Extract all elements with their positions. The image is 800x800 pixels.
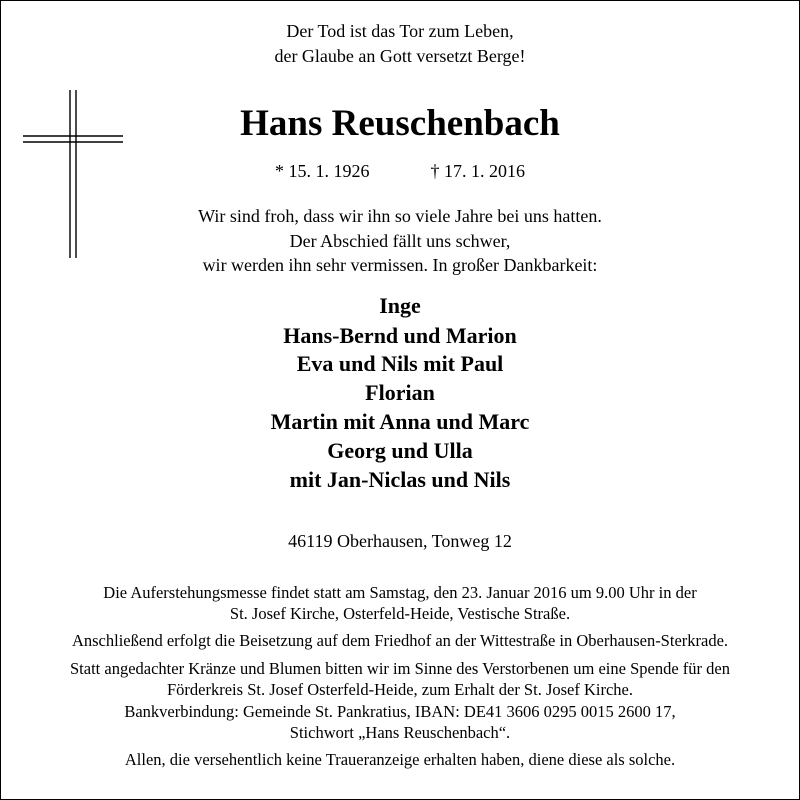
donation-line-4: Stichwort „Hans Reuschenbach“. — [289, 723, 511, 742]
motto-line-1: Der Tod ist das Tor zum Leben, — [286, 21, 514, 41]
message-line-3: wir werden ihn sehr vermissen. In großer Dankbarkeit: — [202, 255, 598, 275]
life-dates — [1, 161, 799, 182]
donation-line-3: Bankverbindung: Gemeinde St. Pankratius, IBAN: DE41 3606 0295 0015 2600 17, — [124, 702, 676, 721]
mourner-7: mit Jan-Niclas und Nils — [289, 467, 511, 492]
mourner-4: Florian — [365, 380, 435, 405]
mourner-1: Inge — [379, 293, 421, 318]
donation-line-1: Statt angedachter Kränze und Blumen bitten wir im Sinne des Verstorbenen um eine Spende für den — [70, 659, 730, 678]
service-line-1: Die Auferstehungsmesse findet statt am Samstag, den 23. Januar 2016 um 9.00 Uhr in der — [103, 583, 697, 602]
mourner-2: Hans-Bernd und Marion — [283, 323, 517, 348]
burial-line: Anschließend erfolgt die Beisetzung auf dem Friedhof an der Wittestraße in Oberhausen-Sterkrade. — [71, 631, 729, 650]
mourner-5: Martin mit Anna und Marc — [270, 409, 530, 434]
donation-line-2: Förderkreis St. Josef Osterfeld-Heide, zum Erhalt der St. Josef Kirche. — [167, 680, 633, 699]
mourner-3: Eva und Nils mit Paul — [296, 351, 504, 376]
birth-date: * 15. 1. 1926 — [275, 161, 370, 181]
closing-line: Allen, die versehentlich keine Traueranzeige erhalten haben, diene diese als solche. — [124, 750, 676, 769]
death-date: † 17. 1. 2016 — [430, 161, 525, 181]
message-line-2: Der Abschied fällt uns schwer, — [289, 231, 511, 251]
deceased-name: Hans Reuschenbach — [240, 103, 560, 144]
message-line-1: Wir sind froh, dass wir ihn so viele Jahre bei uns hatten. — [198, 206, 602, 226]
service-line-2: St. Josef Kirche, Osterfeld-Heide, Vestische Straße. — [229, 604, 571, 623]
mourner-6: Georg und Ulla — [327, 438, 473, 463]
motto-line-2: der Glaube an Gott versetzt Berge! — [274, 46, 526, 66]
mourner-address: 46119 Oberhausen, Tonweg 12 — [288, 531, 512, 551]
